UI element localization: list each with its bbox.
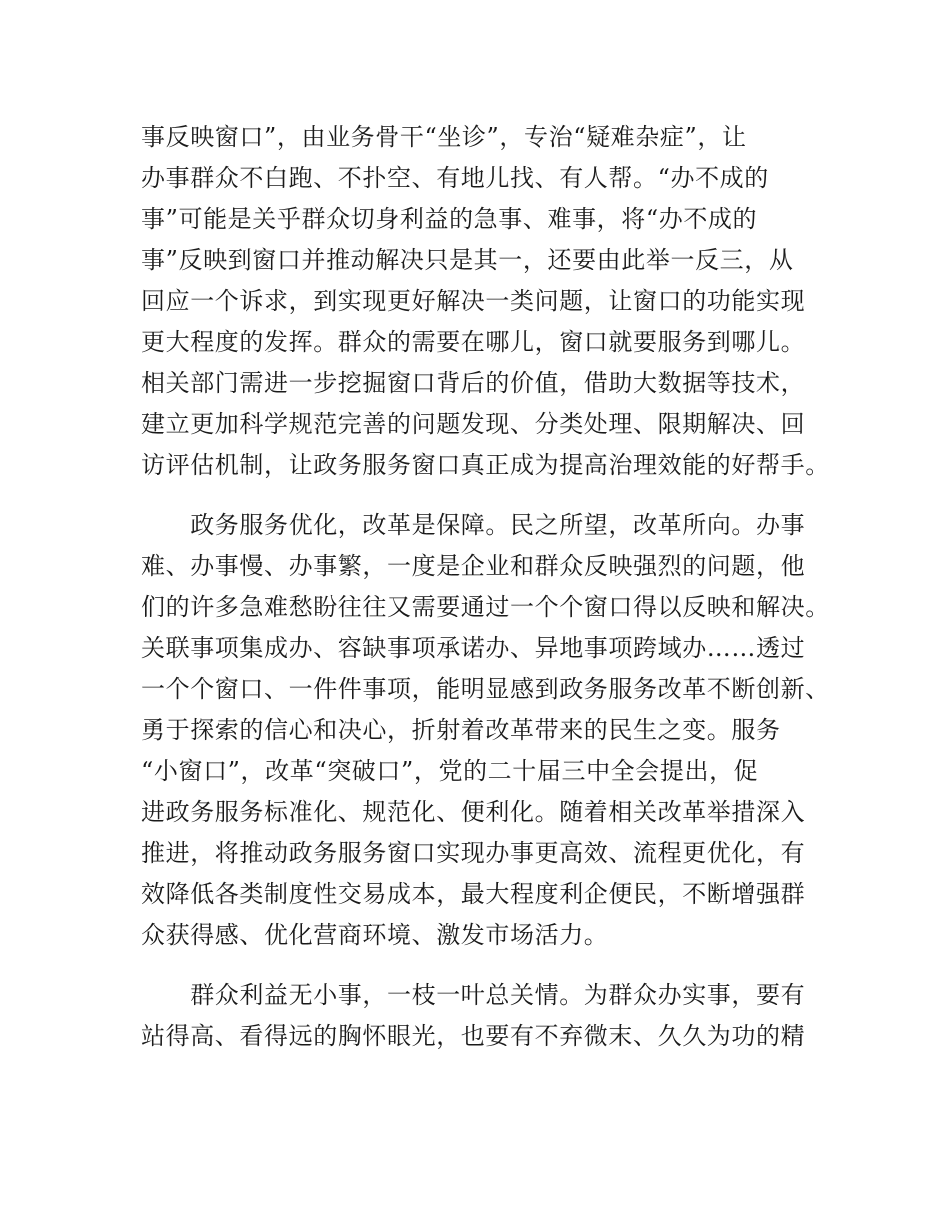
text-line: 关联事项集成办、容缺事项承诺办、异地事项跨域办……透过 — [141, 634, 806, 662]
text-line: 事”可能是关乎群众切身利益的急事、难事，将“办不成的 — [141, 205, 758, 233]
text-line: 难、办事慢、办事繁，一度是企业和群众反映强烈的问题，他 — [141, 552, 806, 580]
text-line: 事反映窗口”，由业务骨干“坐诊”，专治“疑难杂症”，让 — [141, 123, 747, 151]
text-line: 回应一个诉求，到实现更好解决一类问题，让窗口的功能实现 — [141, 287, 806, 315]
paragraph-2 — [141, 505, 830, 956]
text-line: 相关部门需进一步挖掘窗口背后的价值，借助大数据等技术， — [141, 369, 806, 397]
text-line: 推进，将推动政务服务窗口实现办事更高效、流程更优化，有 — [141, 839, 806, 867]
text-line: 群众利益无小事，一枝一叶总关情。为群众办实事，要有 — [141, 981, 806, 1009]
text-line: 一个个窗口、一件件事项，能明显感到政务服务改革不断创新、 — [141, 675, 830, 703]
text-line: 勇于探索的信心和决心，折射着改革带来的民生之变。服务 — [141, 716, 781, 744]
text-line: “小窗口”，改革“突破口”，党的二十届三中全会提出，促 — [141, 757, 759, 785]
paragraph-3 — [141, 975, 821, 1057]
article-body — [141, 117, 830, 1057]
text-line: 效降低各类制度性交易成本，最大程度利企便民，不断增强群 — [141, 880, 806, 908]
text-line: 众获得感、优化营商环境、激发市场活力。 — [141, 921, 609, 949]
text-line: 更大程度的发挥。群众的需要在哪儿，窗口就要服务到哪儿。 — [141, 328, 806, 356]
text-line: 站得高、看得远的胸怀眼光，也要有不弃微末、久久为功的精 — [141, 1022, 806, 1050]
paragraph-1 — [141, 117, 830, 486]
paragraph-gap — [141, 956, 821, 975]
text-line: 事”反映到窗口并推动解决只是其一，还要由此举一反三，从 — [141, 246, 794, 274]
text-line: 政务服务优化，改革是保障。民之所望，改革所向。办事 — [141, 511, 806, 539]
text-line: 建立更加科学规范完善的问题发现、分类处理、限期解决、回 — [141, 410, 806, 438]
paragraph-gap — [141, 486, 821, 505]
text-line: 访评估机制，让政务服务窗口真正成为提高治理效能的好帮手。 — [141, 451, 830, 479]
text-line: 进政务服务标准化、规范化、便利化。随着相关改革举措深入 — [141, 798, 806, 826]
text-line: 办事群众不白跑、不扑空、有地儿找、有人帮。“办不成的 — [141, 164, 769, 192]
text-line: 们的许多急难愁盼往往又需要通过一个个窗口得以反映和解决。 — [141, 593, 830, 621]
